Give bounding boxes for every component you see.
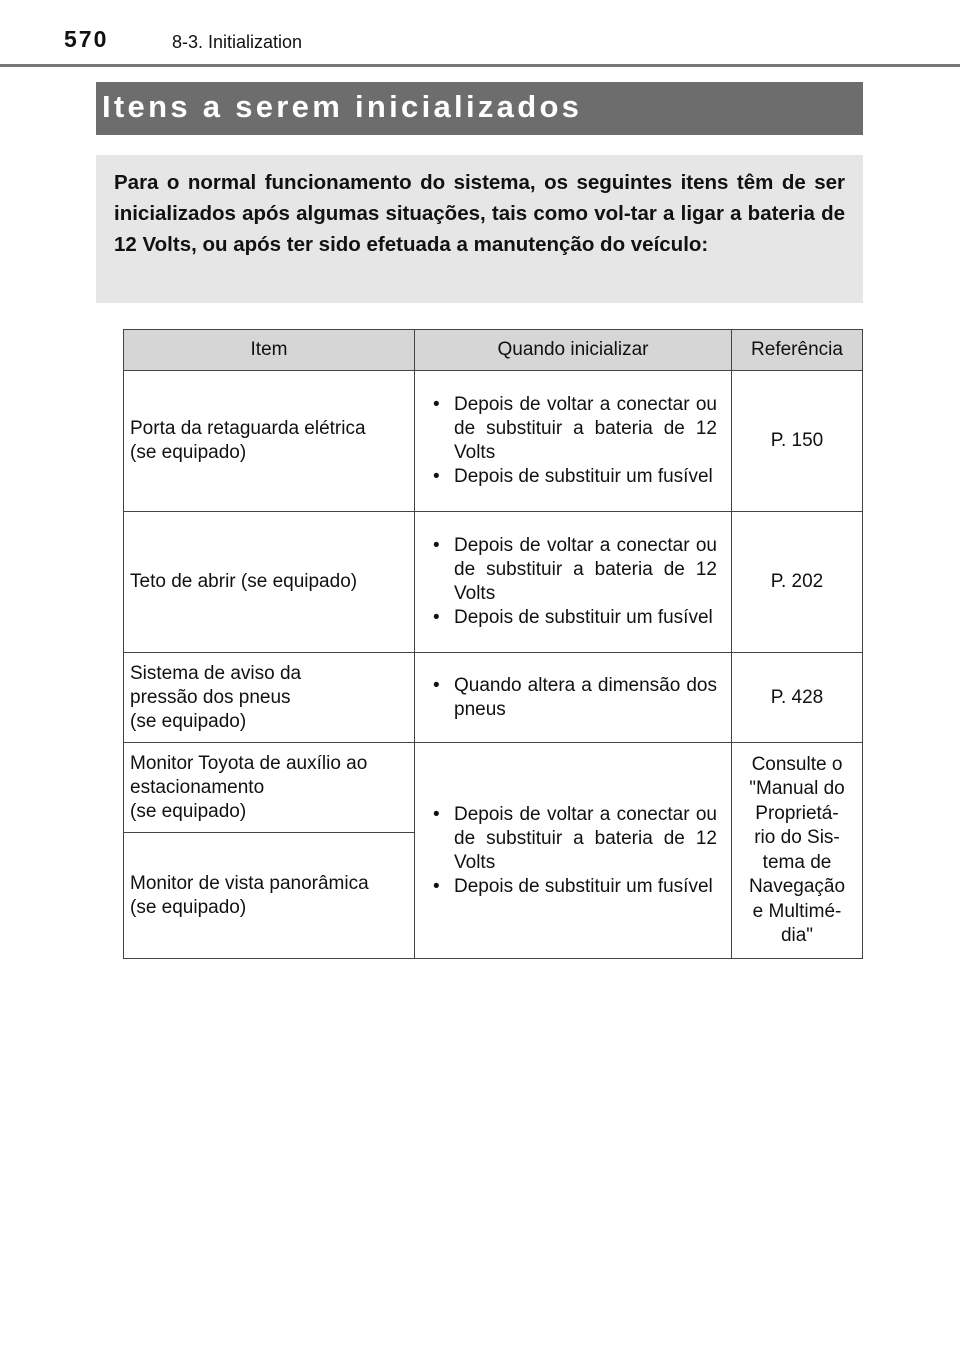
section-title-bar: [96, 82, 863, 135]
list-item: • Depois de substituir um fusível: [433, 607, 713, 628]
list-item: • Quando altera a dimensão dos pneus: [433, 674, 717, 720]
column-header-reference: Referência: [732, 330, 863, 371]
table-row: [124, 653, 863, 743]
item-line: Monitor de vista panorâmica: [130, 872, 369, 894]
item-cell: [124, 371, 415, 512]
reference-line: "Manual do: [749, 778, 845, 799]
page-header: [0, 0, 960, 68]
initialization-table: [123, 329, 863, 959]
table-row: [124, 371, 863, 512]
reference-line: e Multimé-: [752, 900, 842, 922]
when-cell: [415, 743, 732, 959]
list-item: • Depois de voltar a conectar ou de substituir a bateria de 12 Volts: [433, 535, 717, 604]
item-line: Porta da retaguarda elétrica: [130, 418, 366, 439]
reference-line: dia": [780, 925, 814, 946]
reference-cell: P. 202: [732, 512, 863, 653]
item-line: (se equipado): [130, 442, 247, 463]
reference-line: Consulte o: [751, 753, 843, 775]
reference-line: Navegação: [748, 876, 846, 897]
bullet-icon: •: [433, 394, 440, 415]
item-line: Sistema de aviso da: [130, 662, 302, 684]
item-line: pressão dos pneus: [130, 686, 291, 708]
item-line: estacionamento: [130, 776, 265, 798]
table-row: [124, 512, 863, 653]
table-header-row: [124, 330, 863, 371]
item-line: (se equipado): [130, 710, 247, 732]
reference-cell: P. 428: [732, 653, 863, 743]
item-cell: [124, 653, 415, 743]
bullet-icon: •: [433, 466, 440, 487]
bullet-icon: •: [433, 803, 440, 825]
intro-text: Para o normal funcionamento do sistema, os seguintes itens têm de ser inicializados após algumas situações, tais como vol-tar a ligar a bateria de 12 Volts, ou após ter sido efetuada a manutenção do veículo:: [114, 171, 845, 256]
reference-line: Proprietá-: [755, 802, 839, 824]
reference-cell: [732, 743, 863, 959]
item-cell: [124, 743, 415, 833]
when-cell: [415, 653, 732, 743]
list-item: • Depois de voltar a conectar ou de substituir a bateria de 12 Volts: [433, 394, 717, 463]
when-cell: [415, 371, 732, 512]
item-line: (se equipado): [130, 800, 247, 822]
item-line: Teto de abrir (se equipado): [130, 571, 358, 592]
bullet-icon: •: [433, 607, 440, 628]
item-line: (se equipado): [130, 896, 247, 918]
table-row: [124, 743, 863, 833]
section-label: 8-3. Initialization: [172, 32, 303, 52]
list-item: • Depois de substituir um fusível: [433, 875, 713, 897]
column-header-item: Item: [124, 330, 415, 371]
reference-line: rio do Sis-: [754, 827, 840, 848]
item-cell: [124, 512, 415, 653]
column-header-when: Quando inicializar: [415, 330, 732, 371]
section-title: Itens a serem inicializados: [102, 89, 583, 124]
item-cell: [124, 833, 415, 959]
bullet-icon: •: [433, 875, 440, 897]
list-item: • Depois de voltar a conectar ou de substituir a bateria de 12 Volts: [433, 803, 717, 873]
when-cell: [415, 512, 732, 653]
item-line: Monitor Toyota de auxílio ao: [130, 752, 368, 774]
bullet-icon: •: [433, 535, 440, 556]
list-item: • Depois de substituir um fusível: [433, 466, 713, 487]
bullet-icon: •: [433, 674, 440, 696]
intro-box: [96, 155, 863, 303]
reference-line: tema de: [762, 851, 832, 873]
header-divider: [0, 64, 960, 67]
reference-cell: P. 150: [732, 371, 863, 512]
page-number: 570: [64, 26, 109, 52]
